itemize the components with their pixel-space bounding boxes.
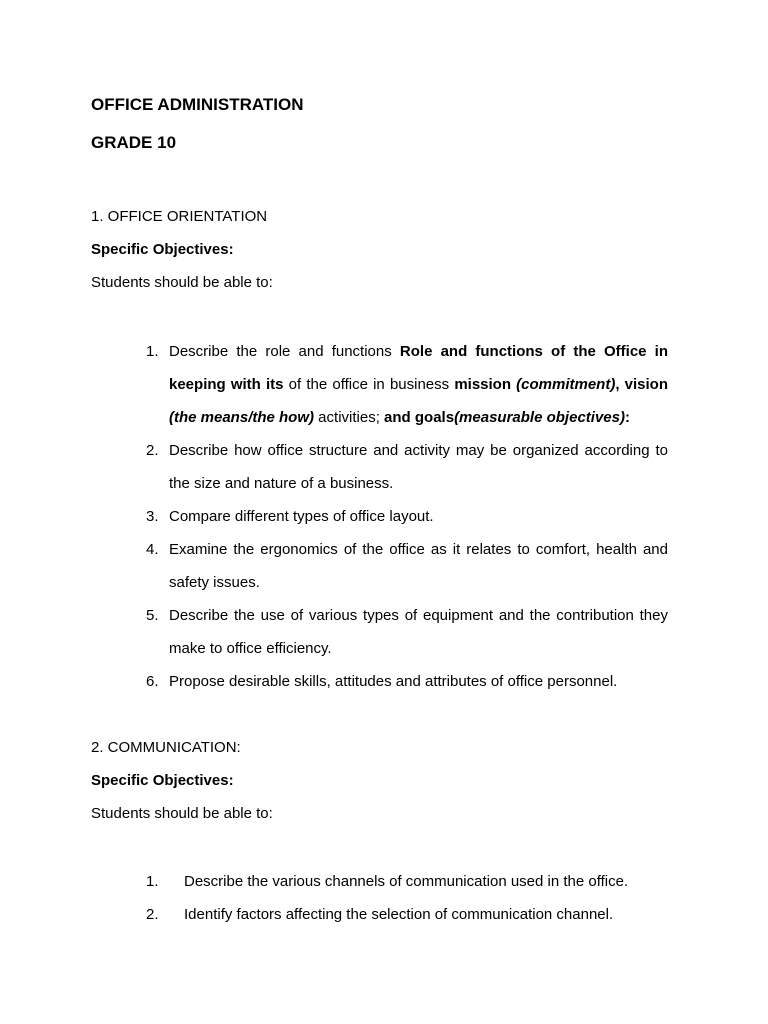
- list-item-number: 3.: [146, 508, 159, 525]
- section-heading: 1. OFFICE ORIENTATION: [91, 208, 268, 225]
- list-item-number: 4.: [146, 541, 159, 558]
- document-title: OFFICE ADMINISTRATION: [91, 95, 304, 114]
- text-run: of the office in business: [283, 376, 455, 393]
- objectives-intro: Students should be able to:: [91, 805, 273, 822]
- list-item: [146, 665, 668, 698]
- list-item-number: 5.: [146, 607, 159, 624]
- list-item-text: [169, 500, 668, 533]
- list-item-text: [169, 599, 668, 665]
- objectives-list: [146, 335, 668, 698]
- text-run: Propose desirable skills, attitudes and attributes of office personnel.: [169, 673, 618, 690]
- text-run: :: [624, 409, 630, 426]
- list-item-text: [184, 898, 668, 931]
- list-item-number: 1.: [146, 873, 159, 890]
- text-run: (the means/the how): [169, 409, 315, 426]
- objectives-intro: Students should be able to:: [91, 274, 273, 291]
- list-item: [146, 500, 668, 533]
- list-item-number: 2.: [146, 442, 159, 459]
- list-item-text: [184, 865, 668, 898]
- text-run: Describe how office structure and activity may be organized according to the size and nature of a business.: [169, 442, 668, 492]
- objectives-label: Specific Objectives:: [91, 772, 234, 789]
- text-run: Describe the use of various types of equipment and the contribution they make to office efficiency.: [169, 607, 668, 657]
- text-run: (commitment): [516, 376, 616, 393]
- list-item-number: 2.: [146, 906, 159, 923]
- list-item: [146, 533, 668, 599]
- text-run: Identify factors affecting the selection of communication channel.: [184, 906, 614, 923]
- objectives-list: [146, 865, 668, 931]
- list-item-number: 6.: [146, 673, 159, 690]
- list-item-number: 1.: [146, 343, 159, 360]
- text-run: Role and functions of the Office in keeping with its: [169, 343, 669, 393]
- section-heading: 2. COMMUNICATION:: [91, 739, 241, 756]
- grade-heading: GRADE 10: [91, 133, 177, 152]
- list-item: [146, 865, 668, 898]
- text-run: , vision: [615, 376, 669, 393]
- text-run: mission: [454, 376, 517, 393]
- text-run: Examine the ergonomics of the office as it relates to comfort, health and safety issues.: [169, 541, 668, 591]
- list-item: [146, 335, 668, 434]
- list-item-text: [169, 335, 668, 434]
- text-run: and goals: [384, 409, 455, 426]
- objectives-label: Specific Objectives:: [91, 241, 234, 258]
- list-item-text: [169, 434, 668, 500]
- text-run: Describe the role and functions: [169, 343, 400, 360]
- text-run: Describe the various channels of communication used in the office.: [184, 873, 629, 890]
- text-run: (measurable objectives): [454, 409, 625, 426]
- list-item: [146, 898, 668, 931]
- text-run: activities;: [314, 409, 385, 426]
- list-item: [146, 599, 668, 665]
- list-item-text: [169, 533, 668, 599]
- text-run: Compare different types of office layout.: [169, 508, 434, 525]
- list-item: [146, 434, 668, 500]
- list-item-text: [169, 665, 668, 698]
